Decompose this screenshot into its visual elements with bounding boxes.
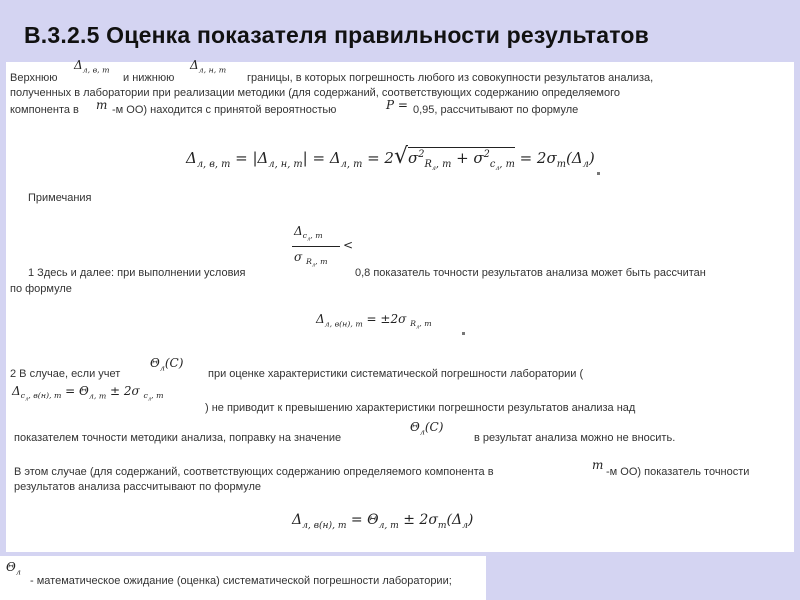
note2-text4a: В этом случае (для содержаний, соответствующих содержанию определяемого компонента в (14, 466, 494, 478)
footnote-symbol: $\Theta_л$ (6, 560, 21, 577)
note2-text2: ) не приводит к превышению характеристики погрешности результатов анализа над (205, 402, 636, 414)
para1-line3a: компонента в (10, 104, 79, 116)
footnote-text: - математическое ожидание (оценка) систематической погрешности лаборатории; (30, 575, 452, 587)
para1-line3c: 0,95, рассчитывают по формуле (413, 104, 579, 116)
note2-text3a: показателем точности методики анализа, поправку на значение (14, 432, 342, 444)
symbol-p: P = (386, 98, 408, 112)
para1-text-bounds: границы, в которых погрешность любого из совокупности результатов анализа, (247, 72, 654, 84)
content-sheet (6, 62, 794, 552)
symbol-theta-c: $\Theta_л(C)$ (150, 356, 184, 373)
symbol-m-2: m (592, 458, 604, 472)
symbol-delta-upper: $\Delta_{л, в, m}$ (74, 58, 110, 75)
scan-dot-2 (462, 332, 465, 335)
note2-text1a: 2 В случае, если учет (10, 368, 121, 380)
note1-text2: 0,8 показатель точности результатов анализа может быть рассчитан (355, 267, 706, 279)
note2-text3b: в результат анализа можно не вносить. (474, 432, 676, 444)
note2-text5: результатов анализа рассчитывают по формуле (14, 481, 262, 493)
note1-text3: по формуле (10, 283, 72, 295)
notes-heading: Примечания (28, 192, 92, 204)
formula-main: $\Delta_{л, в, m} = |\Delta_{л, н, m}| = \Delta_{л, m} = 2√\sigma^2_{R_л, m} + \sigma^2_{c_л, m} = 2\sigma_m(\Delta_л)$ (186, 144, 595, 172)
scan-dot (597, 172, 600, 175)
para1-line3b: -м ОО) находится с принятой вероятностью (112, 104, 337, 116)
formula-note1: $\Delta_{л, в(н), m} = \pm 2\sigma$ $_{R_л, m}$ (316, 312, 432, 331)
para1-line2: полученных в лаборатории при реализации методики (для содержаний, соответствующих содержанию определяемого (10, 87, 620, 99)
note2-text1b: при оценке характеристики систематической погрешности лаборатории ( (208, 368, 584, 380)
para1-word-lower: и нижнюю (123, 72, 175, 84)
page-title: В.3.2.5 Оценка показателя правильности результатов (24, 22, 649, 48)
para1-word-upper: Верхнюю (10, 72, 58, 84)
symbol-delta-lower: $\Delta_{л, н, m}$ (190, 58, 227, 75)
symbol-m: m (96, 98, 108, 112)
note1-text1: 1 Здесь и далее: при выполнении условия (28, 267, 246, 279)
fraction-condition: $\Delta_{c_л, m}$ σ $_{R_л, m}$ (292, 224, 344, 270)
symbol-theta-c-2: $\Theta_л(C)$ (410, 420, 444, 437)
note2-text4b: -м ОО) показатель точности (606, 466, 750, 478)
less-than-sign: < (343, 238, 354, 252)
formula-note2: $\Delta_{л, в(н), m} = \Theta_{л, m} \pm 2\sigma_m(\Delta_л)$ (292, 512, 474, 531)
formula-note2-inline: $\Delta_{c_л, в(н), m} = \Theta_{л, m} \pm 2\sigma$ $_{c_л, m}$ (12, 384, 164, 403)
